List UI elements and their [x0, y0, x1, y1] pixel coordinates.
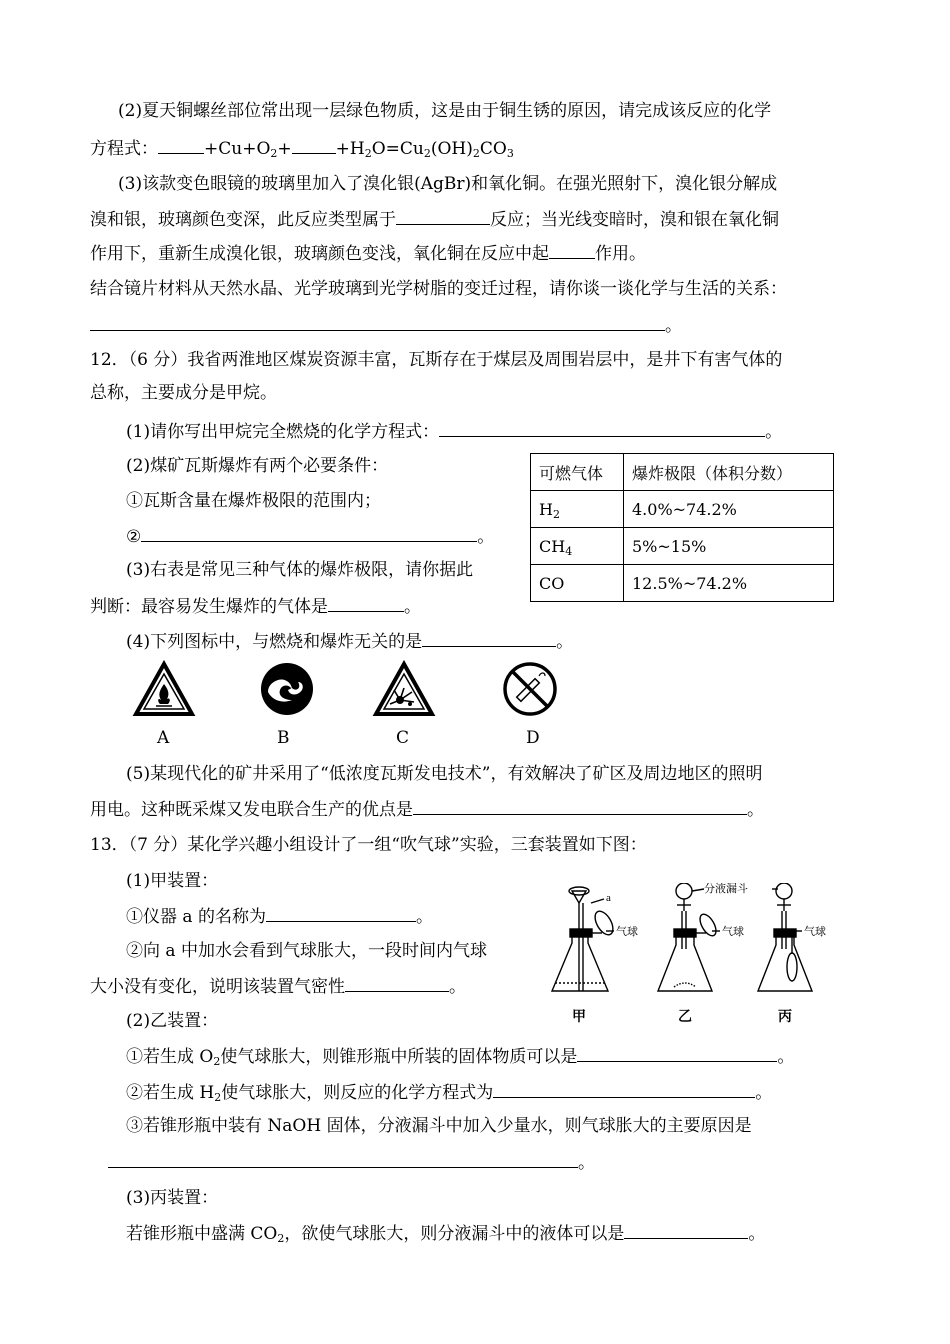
q12-stem-line2: 总称，主要成分是甲烷。: [90, 383, 277, 403]
q13-blank-airtightness[interactable]: [345, 975, 449, 992]
table-row: [531, 565, 834, 602]
q13-a1: ①仪器 a 的名称为 。: [126, 907, 433, 927]
q13-b3: ③若锥形瓶中装有 NaOH 固体，分液漏斗中加入少量水，则气球胀大的主要原因是: [126, 1116, 752, 1136]
table-header-limit: 爆炸极限（体积分数）: [624, 454, 834, 491]
q13-blank-h2-equation[interactable]: [493, 1081, 755, 1098]
q11-p2-line1: (2)夏天铜螺丝部位常出现一层绿色物质，这是由于铜生锈的原因，请完成该反应的化学: [118, 101, 772, 121]
q11-p3-line1: (3)该款变色眼镜的玻璃里加入了溴化银(AgBr)和氧化铜。在强光照射下，溴化银分解成: [118, 174, 778, 194]
q11-p2-equation: 方程式： $+Cu+O_2+ +H_2O=Cu_2(OH)_2CO_3$: [90, 139, 514, 160]
q11-blank-reactant1[interactable]: [158, 137, 204, 154]
svg-text:乙: 乙: [678, 1009, 692, 1025]
q12-p5-line1: (5)某现代化的矿井采用了“低浓度瓦斯发电技术”，有效解决了矿区及周边地区的照明: [126, 764, 763, 784]
q11-blank-life-relation[interactable]: [90, 314, 665, 331]
q12-p2-condition2: ② 。: [126, 527, 495, 547]
q11-blank-reaction-type[interactable]: [396, 208, 490, 225]
table-cell-limit: 5%~15%: [624, 528, 834, 565]
corrosive-hazard-icon: [258, 660, 316, 718]
q11-p4-line1: 结合镜片材料从天然水晶、光学玻璃到光学树脂的变迁过程，请你谈一谈化学与生活的关系：: [90, 279, 787, 299]
q11-p3-line3: 作用下，重新生成溴化银，玻璃颜色变浅，氧化铜在反应中起 作用。: [90, 244, 646, 264]
q12-blank-advantage[interactable]: [413, 798, 747, 815]
q12-stem-line1: 12．（6 分）我省两淮地区煤炭资源丰富，瓦斯存在于煤层及周围岩层中，是井下有害气体的: [90, 350, 783, 370]
q11-blank-role[interactable]: [549, 242, 595, 259]
q13-a2-line1: ②向 a 中加水会看到气球胀大，一段时间内气球: [126, 941, 487, 961]
q13-stem: 13．（7 分）某化学兴趣小组设计了一组“吹气球”实验，三套装置如下图：: [90, 835, 647, 855]
svg-text:气球: 气球: [804, 925, 826, 938]
svg-text:丙: 丙: [778, 1009, 792, 1025]
q13-blank-solid[interactable]: [577, 1045, 777, 1062]
table-header-gas: 可燃气体: [531, 454, 624, 491]
q13-blank-naoh-reason[interactable]: [108, 1151, 578, 1168]
sign-label-a: A: [157, 728, 170, 748]
svg-text:甲: 甲: [572, 1009, 586, 1025]
svg-text:分液漏斗: 分液漏斗: [704, 883, 748, 895]
table-cell-limit: 12.5%~74.2%: [624, 565, 834, 602]
svg-text:气球: 气球: [722, 925, 744, 938]
q13-blank-liquid[interactable]: [624, 1222, 748, 1239]
q13-b2: ②若生成 $H_2$使气球胀大，则反应的化学方程式为 。: [126, 1083, 773, 1104]
q11-p4-answer: 。: [90, 314, 682, 337]
q13-c1: 若锥形瓶中盛满 $CO_2$，欲使气球胀大，则分液漏斗中的液体可以是 。: [126, 1224, 766, 1245]
svg-text:a: a: [606, 892, 611, 904]
q13-b-title: (2)乙装置：: [126, 1011, 219, 1031]
q13-blank-instrument[interactable]: [266, 905, 416, 922]
q11-blank-reactant2[interactable]: [292, 137, 336, 154]
table-cell-gas: CO: [531, 565, 624, 602]
q12-blank-gas[interactable]: [328, 595, 404, 612]
q12-blank-methane-eq[interactable]: [439, 420, 765, 437]
table-cell-gas: $H_2$: [531, 491, 624, 528]
q12-blank-condition2[interactable]: [141, 525, 477, 542]
q13-c-title: (3)丙装置：: [126, 1188, 219, 1208]
q12-p4: (4)下列图标中，与燃烧和爆炸无关的是 。: [126, 632, 574, 652]
q11-p3-line2: 溴和银，玻璃颜色变深，此反应类型属于 反应；当光线变暗时，溴和银在氧化铜: [90, 210, 779, 230]
q12-p3-line1: (3)右表是常见三种气体的爆炸极限，请你据此: [126, 560, 474, 580]
table-cell-gas: $CH_4$: [531, 528, 624, 565]
flammable-warning-icon: [132, 660, 196, 718]
q13-a-title: (1)甲装置：: [126, 871, 219, 891]
explosive-warning-icon: [372, 660, 436, 718]
table-row: [531, 491, 834, 528]
no-smoking-icon: [501, 660, 559, 718]
sign-label-d: D: [526, 728, 540, 748]
q12-blank-sign[interactable]: [422, 630, 556, 647]
sign-label-b: B: [277, 728, 290, 748]
table-row: [531, 528, 834, 565]
svg-text:气球: 气球: [616, 925, 638, 938]
q12-p2-condition1: ①瓦斯含量在爆炸极限的范围内；: [126, 491, 381, 511]
balloon-apparatus-diagram: [546, 883, 846, 1028]
sign-label-c: C: [396, 728, 410, 748]
q12-p3-line2: 判断：最容易发生爆炸的气体是 。: [90, 597, 421, 617]
q12-p5-line2: 用电。这种既采煤又发电联合生产的优点是 。: [90, 800, 764, 820]
table-cell-limit: 4.0%~74.2%: [624, 491, 834, 528]
q12-p1: (1)请你写出甲烷完全燃烧的化学方程式： 。: [126, 422, 783, 442]
explosion-limit-table: [530, 453, 834, 602]
table-header-row: [531, 454, 834, 491]
q13-b1: ①若生成 $O_2$使气球胀大，则锥形瓶中所装的固体物质可以是 。: [126, 1047, 795, 1068]
q13-b3-answer: 。: [108, 1151, 595, 1174]
q12-p2: (2)煤矿瓦斯爆炸有两个必要条件：: [126, 456, 389, 476]
q13-a2-line2: 大小没有变化，说明该装置气密性 。: [90, 977, 466, 997]
